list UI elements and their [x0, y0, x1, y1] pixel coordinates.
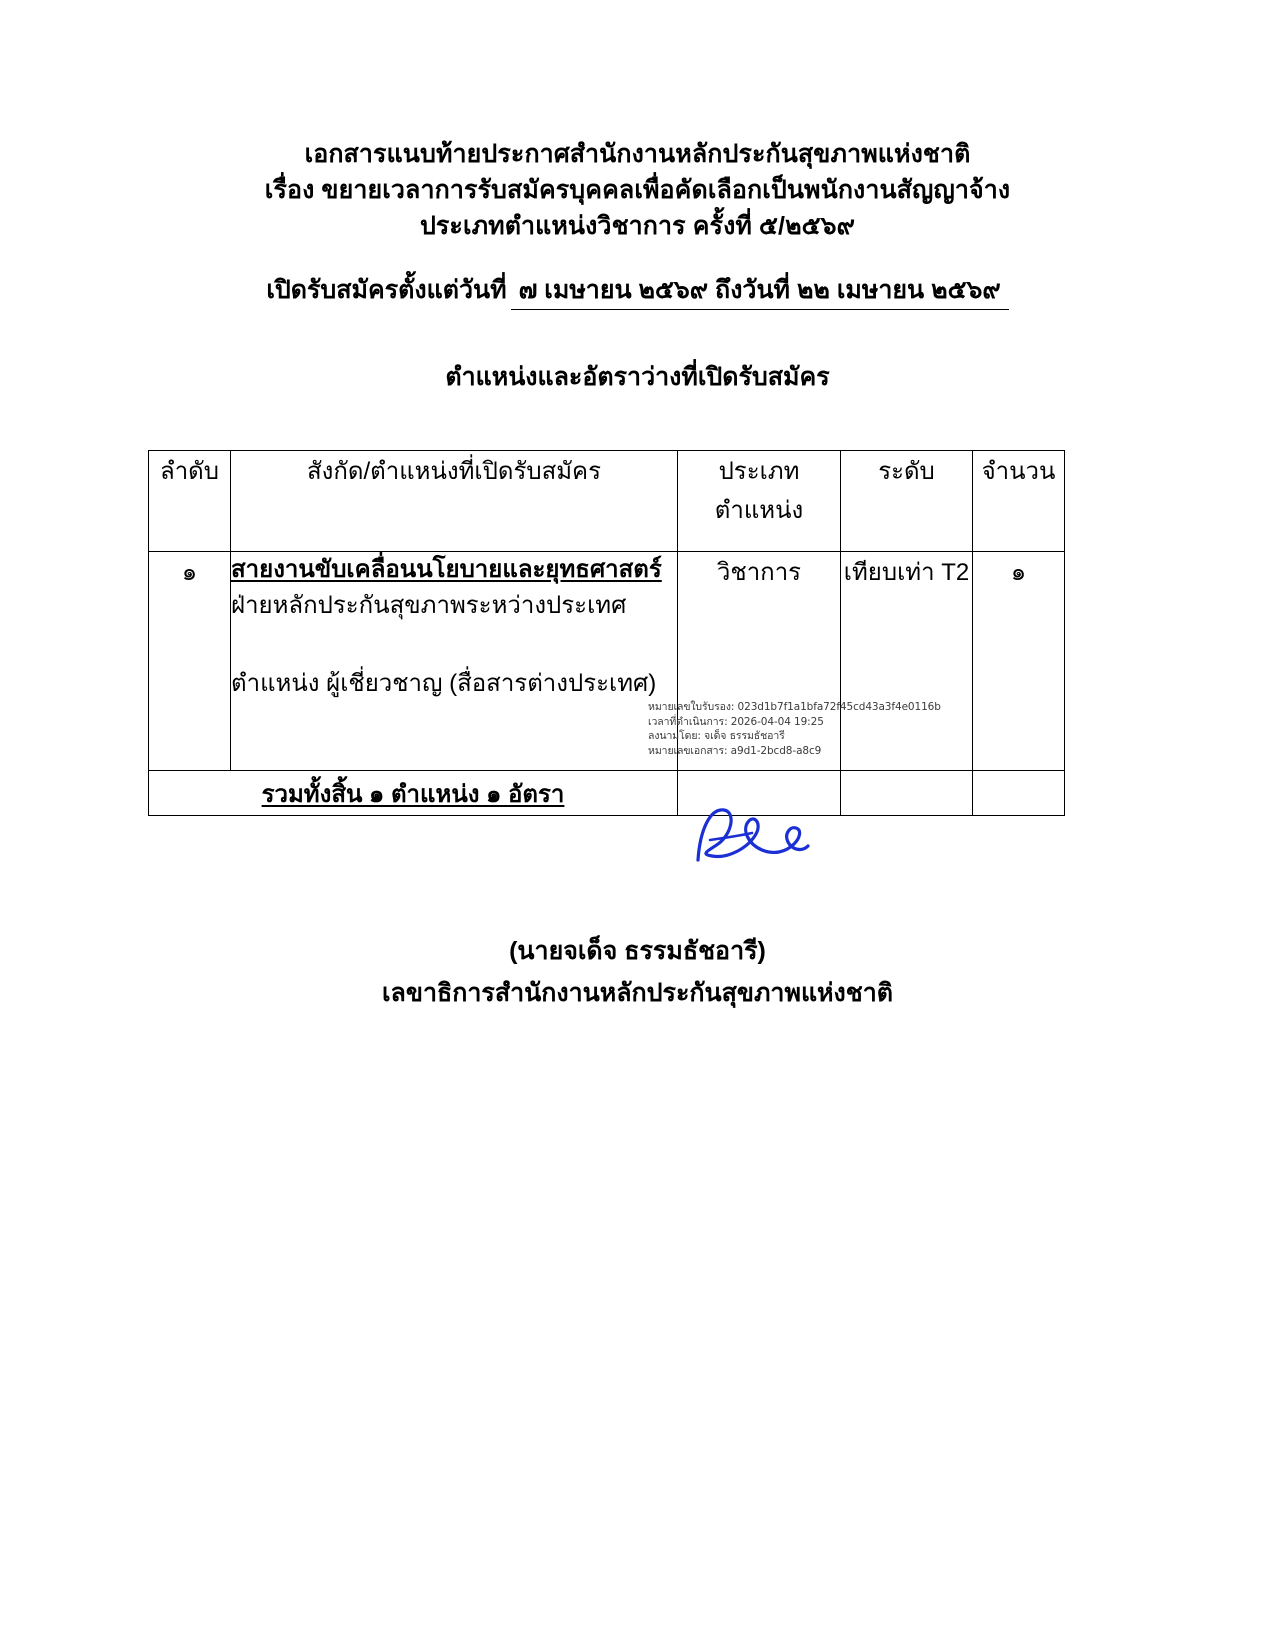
th-order: ลำดับ	[149, 451, 231, 552]
total-blank-level	[841, 771, 973, 816]
unit-position-name: ตำแหน่ง ผู้เชี่ยวชาญ (สื่อสารต่างประเทศ)	[231, 670, 657, 697]
dsig-signed-by: ลงนามโดย: จเด็จ ธรรมธัชอารี	[648, 730, 785, 742]
cell-count: ๑	[973, 552, 1065, 771]
th-position-type: ประเภทตำแหน่ง	[678, 451, 841, 552]
total-label: รวมทั้งสิ้น ๑ ตำแหน่ง ๑ อัตรา	[261, 780, 565, 808]
dsig-document-number: หมายเลขเอกสาร: a9d1-2bcd8-a8c9	[648, 744, 822, 757]
th-count: จำนวน	[973, 451, 1065, 552]
signer-name: (นายจเด็จ ธรรมธัชอารี)	[509, 937, 766, 965]
vacancy-table	[148, 450, 1065, 816]
total-label-cell	[149, 771, 678, 816]
table-row	[149, 552, 1065, 771]
table-header-row	[149, 451, 1065, 552]
unit-department: ฝ่ายหลักประกันสุขภาพระหว่างประเทศ	[231, 592, 627, 619]
handwritten-signature	[690, 800, 810, 880]
cell-unit-position	[231, 552, 678, 771]
th-level: ระดับ	[841, 451, 973, 552]
application-period	[0, 273, 1275, 310]
signature-icon	[690, 800, 810, 880]
dsig-certificate-number: หมายเลขใบรับรอง: 023d1b7f1a1bfa72f45cd43a3f4e0116b	[648, 701, 941, 713]
application-period-label: เปิดรับสมัครตั้งแต่วันที่	[266, 276, 507, 304]
header-line-3: ประเภทตำแหน่งวิชาการ ครั้งที่ ๕/๒๕๖๙	[419, 212, 856, 240]
unit-title: สายงานขับเคลื่อนนโยบายและยุทธศาสตร์	[231, 556, 662, 583]
header-line-2: เรื่อง ขยายเวลาการรับสมัครบุคคลเพื่อคัดเลือกเป็นพนักงานสัญญาจ้าง	[264, 176, 1011, 204]
section-caption: ตำแหน่งและอัตราว่างที่เปิดรับสมัคร	[445, 363, 830, 391]
cell-order: ๑	[149, 552, 231, 771]
dsig-timestamp: เวลาที่ดำเนินการ: 2026-04-04 19:25	[648, 715, 824, 728]
vacancy-table-body	[149, 552, 1065, 816]
header-line-1: เอกสารแนบท้ายประกาศสำนักงานหลักประกันสุขภาพแห่งชาติ	[304, 140, 971, 168]
th-unit-position: สังกัด/ตำแหน่งที่เปิดรับสมัคร	[231, 451, 678, 552]
signer-title: เลขาธิการสำนักงานหลักประกันสุขภาพแห่งชาติ	[382, 979, 893, 1007]
application-period-value: ๗ เมษายน ๒๕๖๙ ถึงวันที่ ๒๒ เมษายน ๒๕๖๙	[511, 273, 1009, 310]
signer-block	[0, 930, 1275, 1014]
document-header	[0, 136, 1275, 244]
table-total-row	[149, 771, 1065, 816]
cell-level: เทียบเท่า T2	[841, 552, 973, 771]
cell-position-type: วิชาการ	[678, 552, 841, 771]
total-blank-count	[973, 771, 1065, 816]
vacancy-table-wrapper	[148, 450, 1064, 816]
vacancy-table-head	[149, 451, 1065, 552]
